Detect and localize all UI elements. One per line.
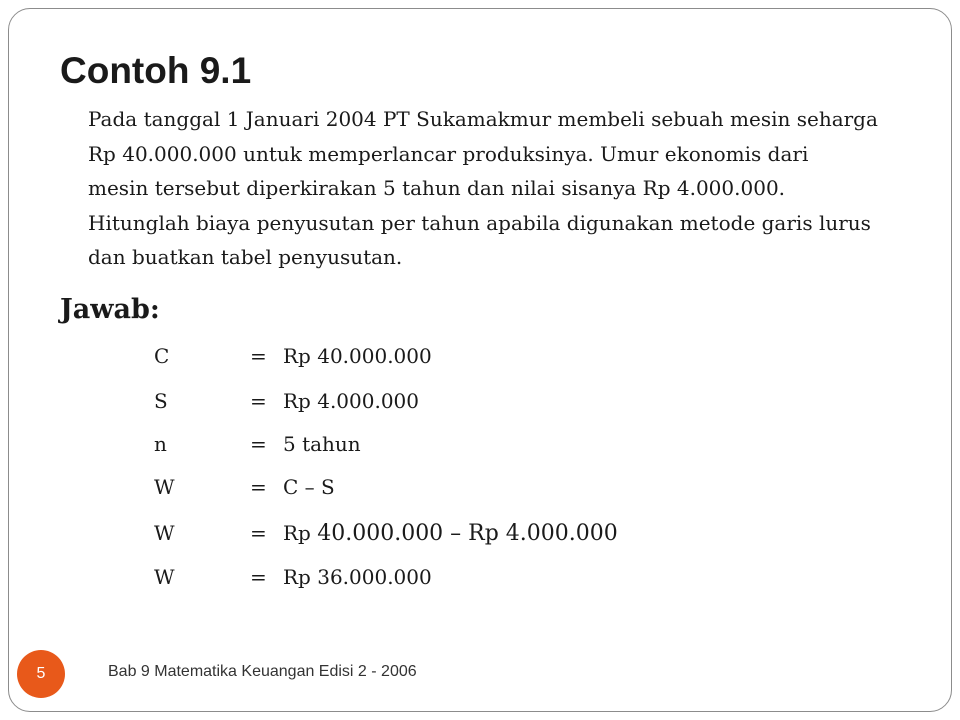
equation-variable: W: [154, 521, 175, 545]
equation-value: Rp 40.000.000: [283, 344, 432, 368]
equals-sign: =: [250, 389, 267, 413]
equation-variable: n: [154, 432, 167, 456]
equation-variable: W: [154, 475, 175, 499]
slide-title: Contoh 9.1: [60, 50, 252, 91]
equals-sign: =: [250, 521, 267, 545]
equation-value: Rp 4.000.000: [283, 389, 420, 413]
page-number-badge: 5: [17, 650, 65, 698]
equation-value: 5 tahun: [283, 432, 361, 456]
equals-sign: =: [250, 432, 267, 456]
equals-sign: =: [250, 475, 267, 499]
equation-value-prefix: Rp: [283, 521, 318, 545]
question-line: Hitunglah biaya penyusutan per tahun apabila digunakan metode garis lurus: [88, 210, 871, 235]
equation-value: Rp 36.000.000: [283, 565, 432, 589]
footer-text: Bab 9 Matematika Keuangan Edisi 2 - 2006: [108, 663, 417, 680]
question-line: Pada tanggal 1 Januari 2004 PT Sukamakmur membeli sebuah mesin seharga: [88, 107, 878, 131]
equation-variable: S: [154, 389, 168, 413]
equation-variable: W: [154, 565, 175, 589]
equation-value-main: 40.000.000 – Rp 4.000.000: [317, 521, 618, 546]
equation-value: [283, 515, 618, 552]
question-line: Rp 40.000.000 untuk memperlancar produksinya. Umur ekonomis dari: [88, 141, 809, 166]
equals-sign: =: [250, 565, 267, 589]
question-line: mesin tersebut diperkirakan 5 tahun dan nilai sisanya Rp 4.000.000.: [88, 176, 786, 200]
answer-heading: Jawab:: [60, 294, 160, 325]
question-line: dan buatkan tabel penyusutan.: [88, 245, 403, 269]
equals-sign: =: [250, 344, 267, 368]
question-text: [88, 102, 918, 275]
equation-variable: C: [154, 344, 170, 368]
equation-value: C – S: [283, 475, 335, 499]
